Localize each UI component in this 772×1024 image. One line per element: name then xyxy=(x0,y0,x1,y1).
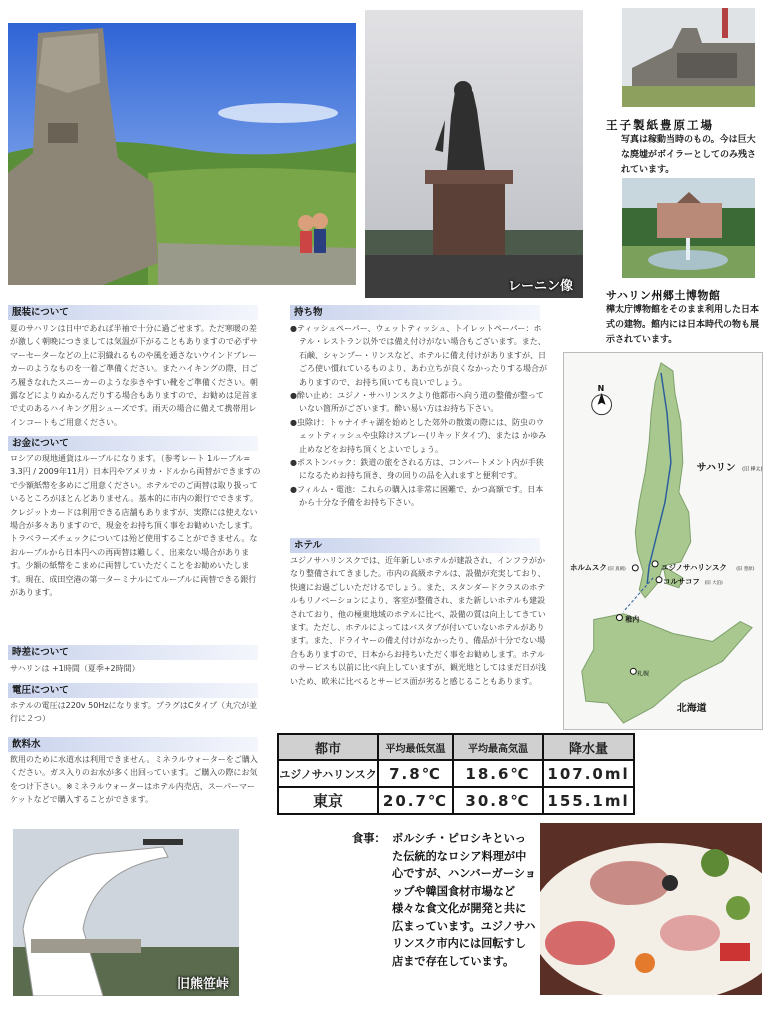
map-label-korsakov: コルサコフ xyxy=(663,576,700,586)
cell-min: 7.8℃ xyxy=(378,760,453,787)
map-label-yuzhno: ユジノサハリンスク xyxy=(661,562,727,572)
cell-city: 東京 xyxy=(278,787,378,814)
paper-mill-title: 王子製紙豊原工場 xyxy=(606,118,714,132)
museum-title: サハリン州郷土博物館 xyxy=(606,289,721,302)
header-min-temp: 平均最低気温 xyxy=(378,734,453,760)
map-label-wakkanai: 稚内 xyxy=(625,615,640,624)
clothing-body: 夏のサハリンは日中であれば半袖で十分に過ごせます。ただ寒暖の差が激しく朝晩につきましては気温が下がることもありますので必ずサマーセーターなどの上に羽織れるものや風を通さないウインドブレーカーのようなものを一着ご準備ください。またハイキングの際、日ごろ履きなれたスニーカーのような歩きやすい靴をご準備ください。朝露などによりぬかるんだりする場合もありますので、お勧めは足首まで丈のあるハイキング用シューズです。雨天の場合に備えて携帯用レインコートもご用意ください。 xyxy=(10,324,258,427)
clothing-heading: 服装について xyxy=(8,305,258,320)
header-rainfall: 降水量 xyxy=(543,734,634,760)
paper-mill-photo xyxy=(622,8,755,107)
map-label-korsakov-sub: (旧 大泊) xyxy=(704,580,723,586)
climate-header-row xyxy=(278,734,634,760)
food-body: ボルシチ・ピロシキといった伝統的なロシア料理が中心ですが、ハンバーガーショップや韓国食材市場など様々な食文化が開発と共に広まっています。ユジノサハリンスク市内には回転すし店まで存在しています。 xyxy=(392,832,536,968)
kumazasa-caption: 旧熊笹峠 xyxy=(176,977,229,992)
map-label-kholmsk-sub: (旧 真岡) xyxy=(607,566,626,572)
cell-max: 18.6℃ xyxy=(453,760,543,787)
map-label-sakhalin-sub: (旧 樺太) xyxy=(742,466,762,473)
time-heading: 時差について xyxy=(8,645,258,660)
map-label-sapporo: 札幌 xyxy=(637,670,650,678)
map-label-hokkaido: 北海道 xyxy=(676,703,707,715)
header-max-temp: 平均最高気温 xyxy=(453,734,543,760)
belongings-item: ●虫除け：トゥナイチャ湖を始めとした郊外の散策の際には、防虫のウェットティッシュや虫除けスプレー(リキッドタイプ)、または かゆみ止めなどをお持ち頂くとよいでしょう。 xyxy=(290,417,547,454)
cell-rain: 155.1ml xyxy=(543,787,634,814)
kumazasa-pass-photo xyxy=(13,829,239,996)
museum-text: 樺太庁博物館をそのまま利用した日本式の建物。館内には日本時代の物も展示されています。 xyxy=(606,305,760,345)
belongings-list xyxy=(290,322,548,510)
cell-city: ユジノサハリンスク xyxy=(278,760,378,787)
lenin-statue-photo xyxy=(365,10,583,298)
hotel-body: ユジノサハリンスクでは、近年新しいホテルが建設され、インフラがかなり整備されてきました。市内の高級ホテルは、設備が充実しており、快適にお過ごしいただけるでしょう。また、スタンダードクラスのホテルもリノベーションにより、客室が整備され、また新しいホテルも建設されており、他の極東地域のホテルに比べ、設備の質は向上してきています。ただし、ホテルによってはバスタブが付いていないホテルがあります。また、ドライヤーの備え付けがなかったり、備品が十分でない場合もありますので、日本からお持ちいただく事をお勧めします。ホテルのサービスも以前に比べ向上していますが、観光地としてはまだ日が浅いため、欧米に比べるとサービス面が劣ると感じることもあります。 xyxy=(290,556,546,686)
money-body: ロシアの現地通貨はルーブルになります。（参考レート 1ルーブル= 3.3円 / 2009年11月）日本円やアメリカ・ドルから両替ができますので少額紙幣を多めにご用意ください。ホテルでのご両替は取り扱っているところがほとんどありません。基本的に市内の銀行でできます。クレジットカードは利用できる店舗もありますが、実際には使えない場合が多々ありますので、現金をお持ち頂く事をお勧めいたします。トラベラーズチェックについては殆ど使用することができません。なおルーブルから日本円への再両替は難しく、出来ない場合があります。少額の紙幣をこまめに両替していただくことをお勧めいたします。現在、成田空港の第一ターミナルにてルーブルに両替できる銀行があります。 xyxy=(10,454,261,598)
food-description xyxy=(352,830,536,970)
map-label-yuzhno-sub: (旧 豊原) xyxy=(736,566,755,572)
paper-mill-text: 写真は稼動当時のもの。今は巨大な廃墟がボイラーとしてのみ残されています。 xyxy=(621,135,757,175)
header-city: 都市 xyxy=(278,734,378,760)
cell-max: 30.8℃ xyxy=(453,787,543,814)
belongings-item: ●ポストンバック：鉄道の旅をされる方は、コンパートメント内が手狭になるためお持ち頂き、身の回りの品を入れますと便利です。 xyxy=(290,458,544,481)
map-north: N xyxy=(597,383,605,393)
belongings-item: ●ティッシュペーパー、ウェットティッシュ、トイレットペーパー：ホテル・レストラン以外では備え付けがない場合もございます。また、石鹸、シャンプー・リンスなど、ホテルに備え付けがありますが、日ごろ使い慣れているものより、あわ立ちが良くなかったりする場合がありますので、お持ち頂いても良いでしょう。 xyxy=(290,324,547,387)
voltage-body: ホテルの電圧は220v 50Hzになります。プラグはCタイプ（丸穴が並行に２つ） xyxy=(10,701,258,724)
table-row xyxy=(278,787,634,814)
museum-photo xyxy=(622,178,755,278)
cell-min: 20.7℃ xyxy=(378,787,453,814)
food-label: 食事： xyxy=(352,832,386,845)
water-body: 飲用のために水道水は利用できません。ミネラルウォーターをご購入ください。ガス入りのお水が多く出回っています。ご購入の際にお気をつけ下さい。※ミネラルウォーターはホテル内売店、スーパーマーケットなどで購入することができます。 xyxy=(10,755,258,805)
climate-table xyxy=(277,733,635,815)
map-label-sakhalin: サハリン xyxy=(696,462,736,474)
hotel-heading: ホテル xyxy=(290,538,540,553)
money-heading: お金について xyxy=(8,436,258,451)
voltage-heading: 電圧について xyxy=(8,683,258,698)
belongings-heading: 持ち物 xyxy=(290,305,540,320)
table-row xyxy=(278,760,634,787)
belongings-item: ●酔い止め：ユジノ・サハリンスクより他都市へ向う道の整備が整っていない箇所がございます。酔い易い方はお持ち下さい。 xyxy=(290,391,544,414)
cell-rain: 107.0ml xyxy=(543,760,634,787)
food-photo xyxy=(540,823,762,995)
time-body: サハリンは +1時間（夏季+2時間） xyxy=(10,664,140,673)
water-heading: 飲料水 xyxy=(8,737,258,752)
lenin-caption: レーニン像 xyxy=(507,279,573,294)
belongings-item: ●フィルム・電池：これらの購入は非常に困難で、かつ高額です。日本から十分な予備をお持ち下さい。 xyxy=(290,484,544,508)
map-label-kholmsk: ホルムスク xyxy=(569,562,607,572)
monument-photo xyxy=(8,23,356,285)
sakhalin-map xyxy=(563,352,763,730)
